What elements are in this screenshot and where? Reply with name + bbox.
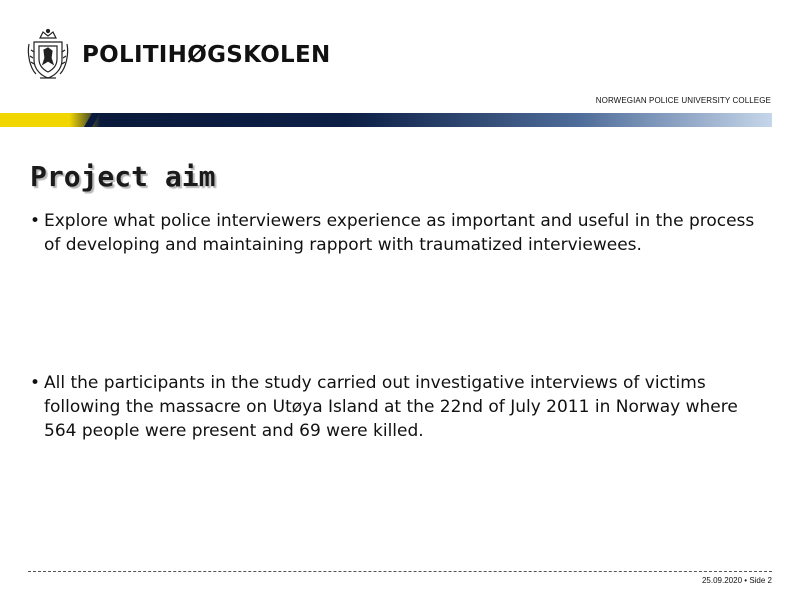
police-crest-icon [26,28,70,82]
bullet-text: All the participants in the study carried out investigative interviews of victims following the massacre on Utøya Island at the 22nd of July 2011 in Norway where 564 people were present and 69 were killed. [44,373,738,441]
slide-title: Project aim [30,160,216,193]
logo-wordmark: POLITIHØGSKOLEN [82,42,331,68]
header-color-band [0,113,772,127]
footer-page-number: Side 2 [749,576,772,585]
bullet-item [30,371,765,443]
bullet-text: Explore what police interviewers experience as important and useful in the process of developing and maintaining rapport with traumatized interviewees. [44,211,755,255]
bullet-symbol: • [30,211,41,231]
institution-tagline: NORWEGIAN POLICE UNIVERSITY COLLEGE [595,96,771,105]
footer-separator: • [744,576,748,585]
logo [26,28,331,82]
bullet-symbol: • [30,373,41,393]
footer-divider [28,571,772,572]
footer-date: 25.09.2020 [701,576,743,585]
footer [702,576,772,585]
bullet-item [30,209,765,257]
